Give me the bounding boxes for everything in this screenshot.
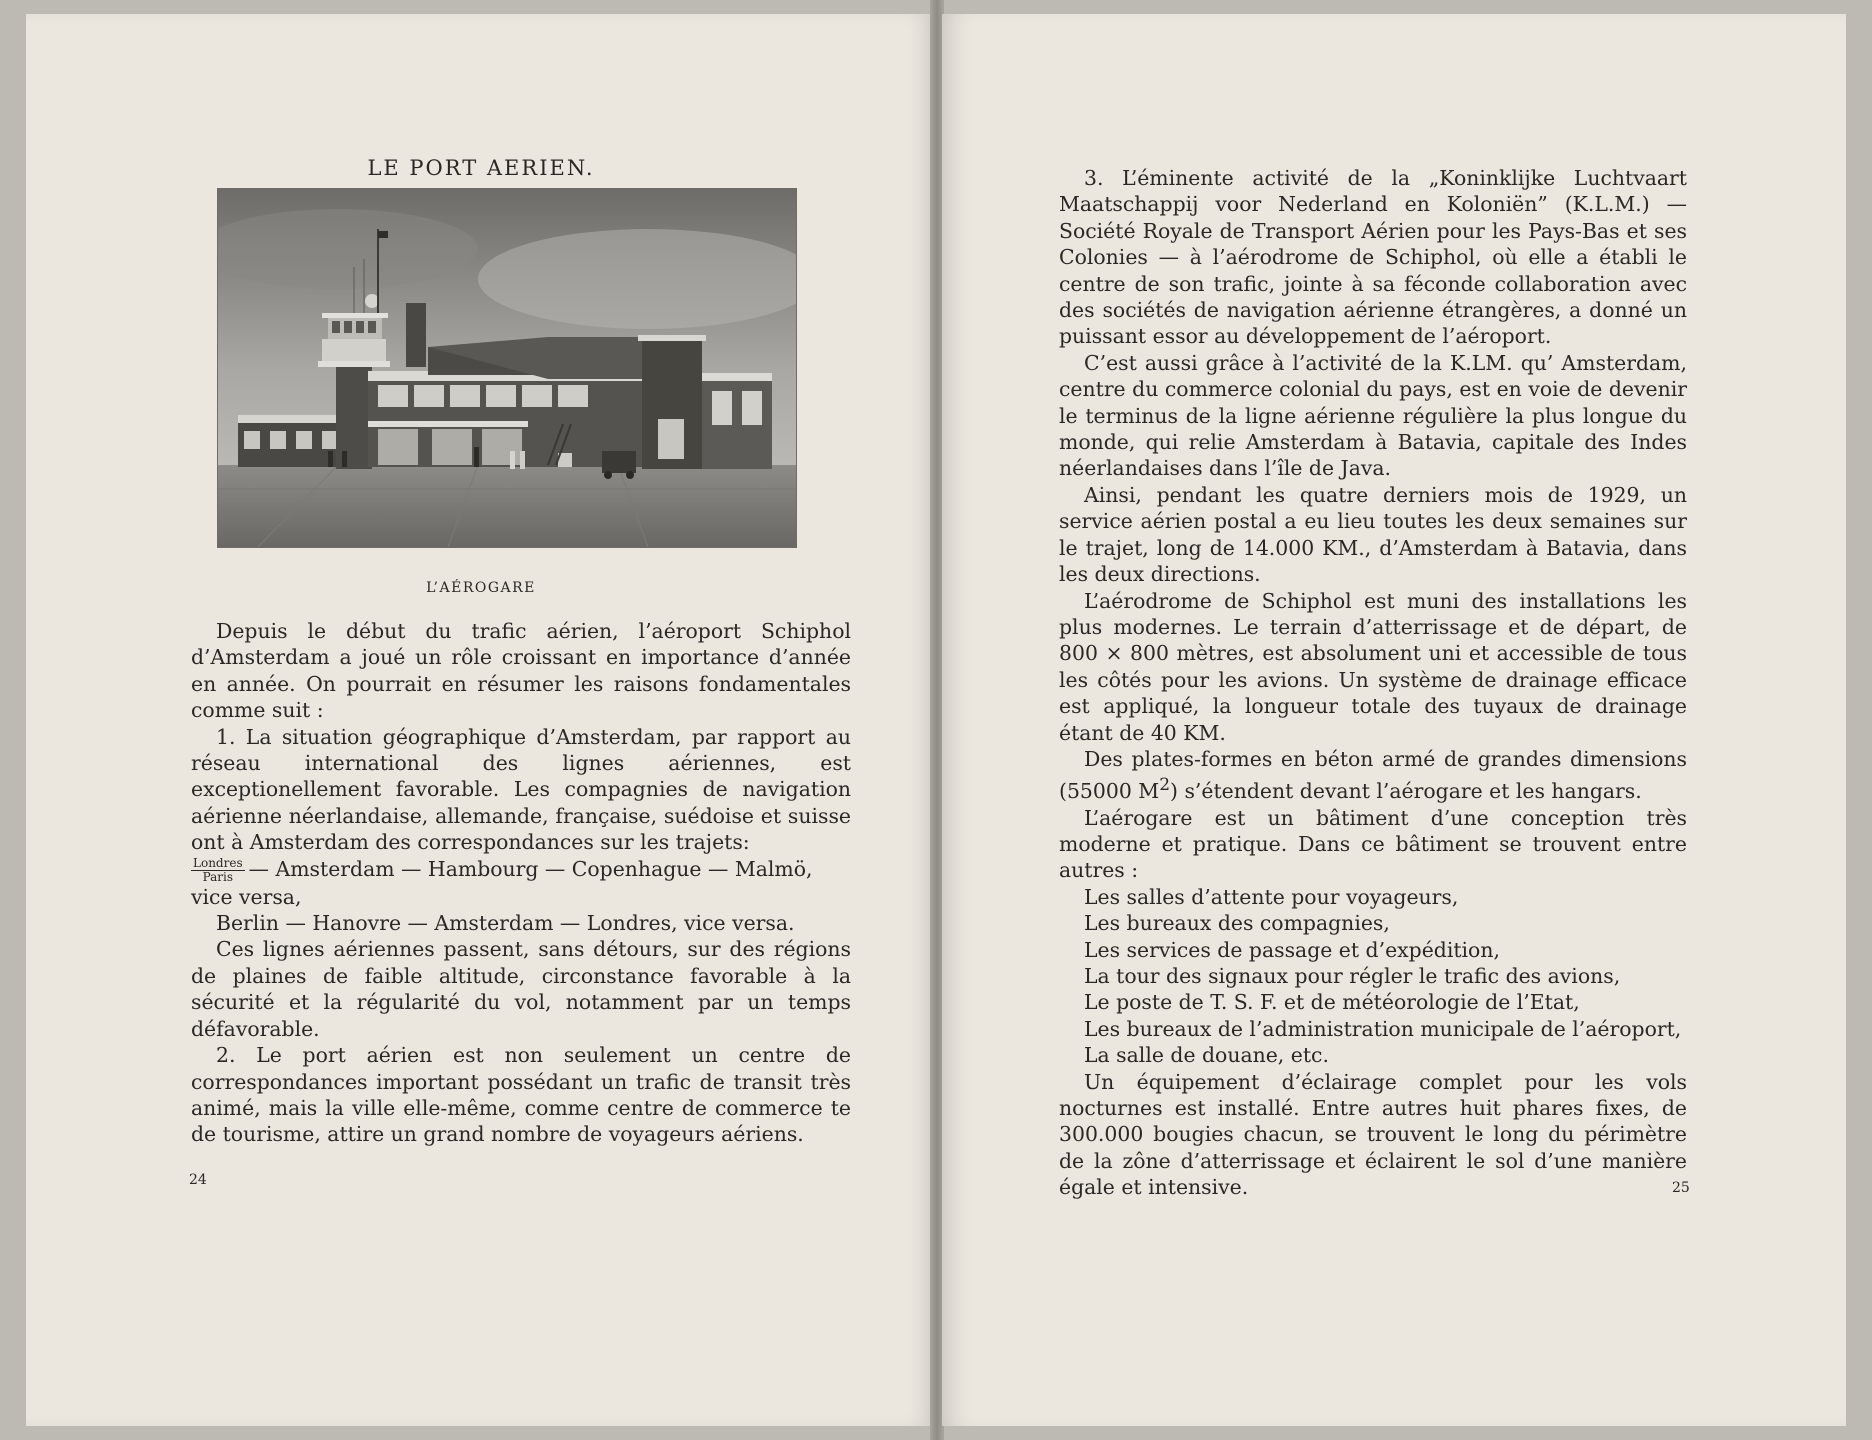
left-body-text [191,618,851,1148]
paragraph: Un équipement d’éclairage complet pour les vols nocturnes est installé. Entre autres huit phares fixes, de 300.000 bougies chacun, se trouvent le long du périmètre de la zône d’atterrissage et éclairent le sol d’une manière égale et intensive. [1059,1069,1687,1200]
list-item: Les bureaux de l’administration municipale de l’aéroport, [1084,1016,1682,1041]
fraction-bottom: Paris [202,869,234,884]
airport-terminal-photo [217,188,797,548]
list-item: Le poste de T. S. F. et de météorologie de l’Etat, [1084,990,1580,1015]
route-line-end: vice versa, [191,884,302,909]
right-body-text [1059,165,1687,1201]
fraction-top: Londres [193,855,243,870]
photo-caption: L’AÉROGARE [426,580,536,596]
paragraph: Depuis le début du trafic aérien, l’aéroport Schiphol d’Amsterdam a joué un rôle croissant en importance d’année en année. On pourrait en résumer les raisons fondamentales comme suit : [191,619,851,723]
page-heading: LE PORT AERIEN. [367,156,595,180]
text-span: ) s’étendent devant l’aérogare et les hangars. [1170,779,1642,804]
paragraph: 1. La situation géographique d’Amsterdam, par rapport au réseau international des lignes aériennes, est exceptionellement favorable. Les compagnies de navigation aérienne néerlandaise, allemande, française, suédoise et suisse ont à Amsterdam des correspondances sur les trajets: [191,724,851,855]
list-item: Les bureaux des compagnies, [1084,911,1390,936]
list-item: La tour des signaux pour régler le trafic des avions, [1084,963,1621,988]
text-span: Des plates-formes en béton armé de grandes dimensions (55000 M [1059,746,1687,804]
paragraph: L’aérogare est un bâtiment d’une conception très moderne et pratique. Dans ce bâtiment se trouvent entre autres : [1059,805,1687,883]
list-item: Les salles d’attente pour voyageurs, [1084,884,1459,909]
paragraph: Ainsi, pendant les quatre derniers mois de 1929, un service aérien postal a eu lieu toutes les deux semaines sur le trajet, long de 14.000 KM., d’Amsterdam à Batavia, dans les deux directions. [1059,482,1687,587]
page-number: 24 [189,1172,207,1188]
paragraph: 3. L’éminente activité de la „Koninklijke Luchtvaart Maatschappij voor Nederland en Koloniën” (K.L.M.) — Société Royale de Transport Aérien pour les Pays-Bas et ses Colonies — à l’aérodrome de Schiphol, où elle a établi le centre de son trafic, jointe à sa féconde collaboration avec des sociétés de navigation aérienne étrangères, a donné un puissant essor au développement de l’aéroport. [1059,166,1687,349]
paragraph: Ces lignes aériennes passent, sans détours, sur des régions de plaines de faible altitude, circonstance favorable à la sécurité et la régularité du vol, notamment par un temps défavorable. [191,937,851,1041]
paragraph: L’aérodrome de Schiphol est muni des installations les plus modernes. Le terrain d’atterrissage et de départ, de 800 × 800 mètres, est absolument uni et accessible de tous les côtés pour les avions. Un système de drainage efficace est appliqué, la longueur totale des tuyaux de drainage étant de 40 KM. [1059,588,1687,745]
paragraph [1059,746,1687,805]
route-line [191,856,851,884]
page-number: 25 [1672,1180,1690,1196]
paragraph: C’est aussi grâce à l’activité de la K.LM. qu’ Amsterdam, centre du commerce colonial du pays, est en voie de devenir le terminus de la ligne aérienne régulière la plus longue du monde, qui relie Amsterdam à Batavia, capitale des Indes néerlandaises dans l’île de Java. [1059,350,1687,481]
left-page [26,14,936,1426]
route-line-2: Berlin — Hanovre — Amsterdam — Londres, vice versa. [216,911,795,936]
list-item: La salle de douane, etc. [1084,1043,1329,1068]
superscript: 2 [1159,775,1171,796]
paragraph: 2. Le port aérien est non seulement un centre de correspondances important possédant un trafic de transit très animé, mais la ville elle-même, comme centre de commerce te de tourisme, attire un grand nombre de voyageurs aériens. [191,1043,851,1147]
list-item: Les services de passage et d’expédition, [1084,937,1500,962]
right-page [942,14,1846,1426]
route-fraction [191,857,245,884]
route-text: — Amsterdam — Hambourg — Copenhague — Malmö, [248,856,813,881]
